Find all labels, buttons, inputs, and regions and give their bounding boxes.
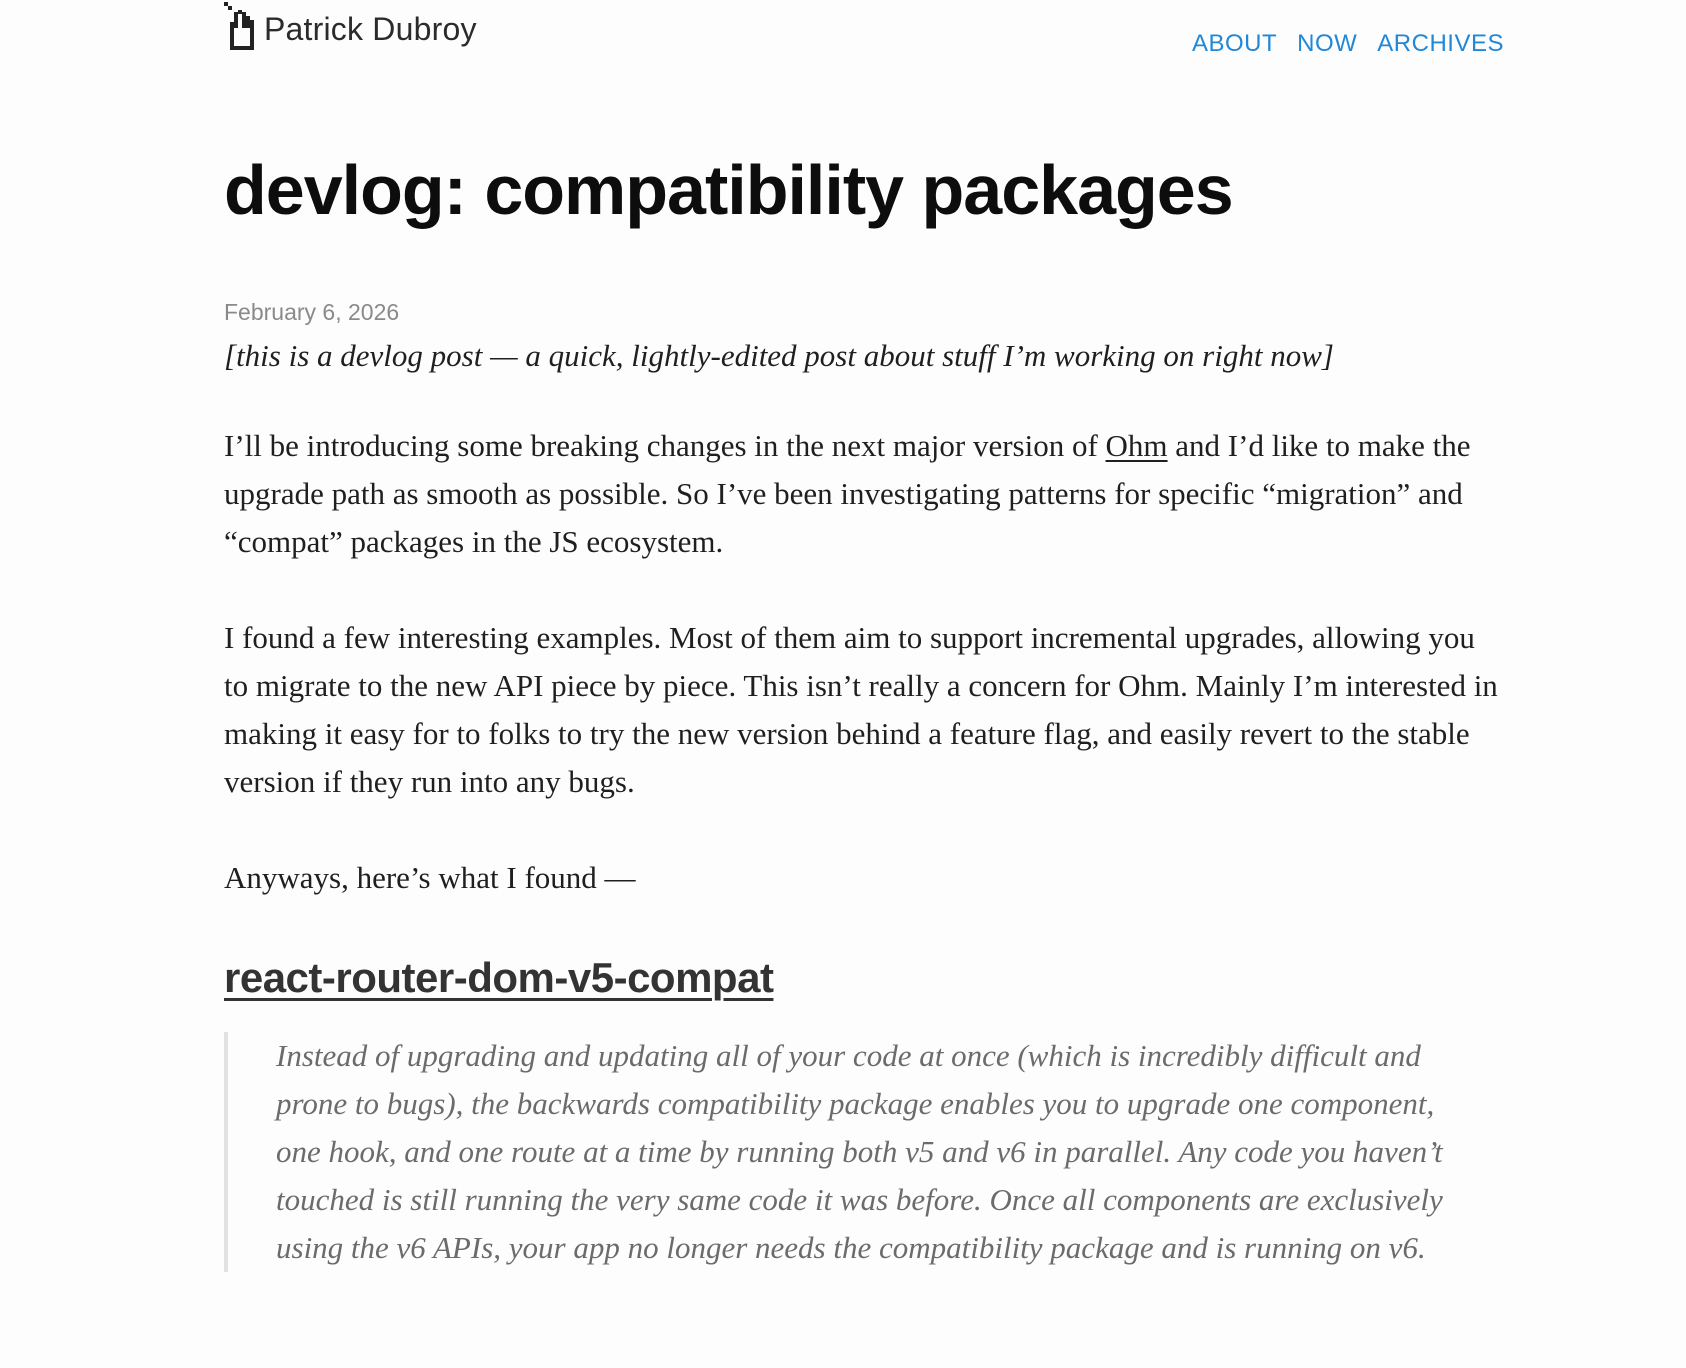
nav-link-now[interactable]: NOW: [1297, 30, 1358, 57]
section-heading: [224, 954, 1504, 1002]
site-logo-link[interactable]: [224, 2, 477, 56]
intro-paragraph: [224, 422, 1504, 566]
nav-link-archives[interactable]: ARCHIVES: [1377, 30, 1504, 57]
quote-text: Instead of upgrading and updating all of your code at once (which is incredibly difficult and prone to bugs), the backwards compatibility package enables you to upgrade one component, one hook, and one route at a time by running both v5 and v6 in parallel. Any code you haven’t touched is still running the very same code it was before. Once all components are exclusively using the v6 APIs, your app no longer needs the compatibility package and is running on v6.: [276, 1038, 1443, 1266]
site-header: [224, 0, 1504, 80]
intro-text-before-link: I’ll be introducing some breaking changes in the next major version of: [224, 428, 1106, 464]
found-paragraph: Anyways, here’s what I found —: [224, 860, 636, 896]
blockquote: [224, 1032, 1504, 1272]
post-date: February 6, 2026: [224, 298, 400, 325]
post-title: devlog: compatibility packages: [224, 151, 1233, 229]
ohm-link[interactable]: Ohm: [1105, 428, 1168, 464]
pixel-hand-cursor-icon: [224, 2, 258, 56]
intro-text-after-link: and I’d like to make the upgrade path as smooth as possible. So I’ve been investigating patterns for specific “migration” and “compat” packages in the JS ecosystem.: [224, 428, 1471, 560]
examples-paragraph: I found a few interesting examples. Most of them aim to support incremental upgrades, allowing you to migrate to the new API piece by piece. This isn’t really a concern for Ohm. Mainly I’m interested in making it easy for to folks to try the new version behind a feature flag, and easily revert to the stable version if they run into any bugs.: [224, 620, 1498, 800]
nav-link-about[interactable]: ABOUT: [1191, 30, 1278, 57]
react-router-compat-link[interactable]: react-router-dom-v5-compat: [224, 954, 774, 1002]
post-article: [224, 150, 1504, 1272]
site-title: Patrick Dubroy: [264, 10, 477, 47]
main-nav: [1192, 30, 1504, 58]
devlog-note: [this is a devlog post — a quick, lightly-edited post about stuff I’m working on right now]: [224, 337, 1334, 373]
